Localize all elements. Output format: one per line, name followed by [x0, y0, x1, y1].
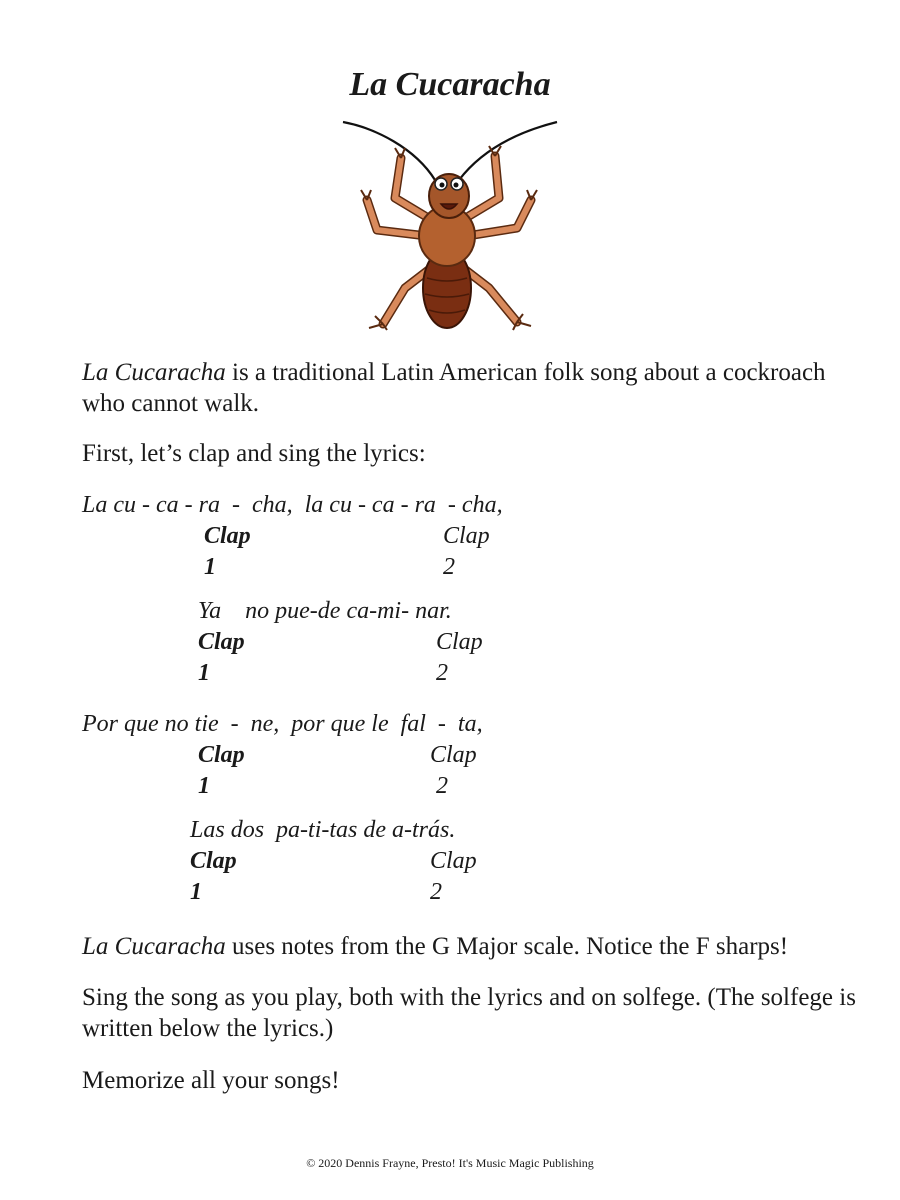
lyric-line: Ya no pue-de ca-mi- nar. [198, 598, 452, 624]
clap-label: Clap [198, 629, 245, 655]
lyric-line: Por que no tie - ne, por que le fal - ta, [82, 711, 483, 737]
clap-label: Clap [430, 848, 477, 874]
beat-count: 1 [190, 879, 202, 905]
clap-label: Clap [430, 742, 477, 768]
clap-label: Clap [204, 523, 251, 549]
intro-text: is a traditional Latin American folk song about a cockroach who cannot walk. [82, 359, 826, 417]
song-title-em: La Cucaracha [82, 933, 226, 960]
beat-count: 2 [436, 660, 448, 686]
instruction-text: First, let’s clap and sing the lyrics: [82, 440, 426, 467]
clap-label: Clap [190, 848, 237, 874]
clap-label: Clap [436, 629, 483, 655]
intro-paragraph [82, 357, 862, 419]
clap-label: Clap [443, 523, 490, 549]
lyric-line: La cu - ca - ra - cha, la cu - ca - ra - cha, [82, 492, 503, 518]
beat-count: 1 [198, 773, 210, 799]
scale-text: uses notes from the G Major scale. Notice the F sharps! [225, 933, 789, 960]
beat-count: 2 [430, 879, 442, 905]
beat-count: 2 [436, 773, 448, 799]
memorize-text: Memorize all your songs! [82, 1067, 340, 1094]
cockroach-icon [335, 118, 565, 340]
beat-count: 1 [198, 660, 210, 686]
beat-count: 2 [443, 554, 455, 580]
page-title: La Cucaracha [349, 66, 551, 103]
clap-label: Clap [198, 742, 245, 768]
song-title-em: La Cucaracha [82, 359, 226, 386]
scale-paragraph [82, 931, 862, 962]
copyright-footer: © 2020 Dennis Frayne, Presto! It's Music Magic Publishing [306, 1156, 594, 1170]
beat-count: 1 [204, 554, 216, 580]
sing-paragraph: Sing the song as you play, both with the lyrics and on solfege. (The solfege is written below the lyrics.) [82, 984, 856, 1042]
lyric-line: Las dos pa-ti-tas de a-trás. [190, 817, 456, 843]
